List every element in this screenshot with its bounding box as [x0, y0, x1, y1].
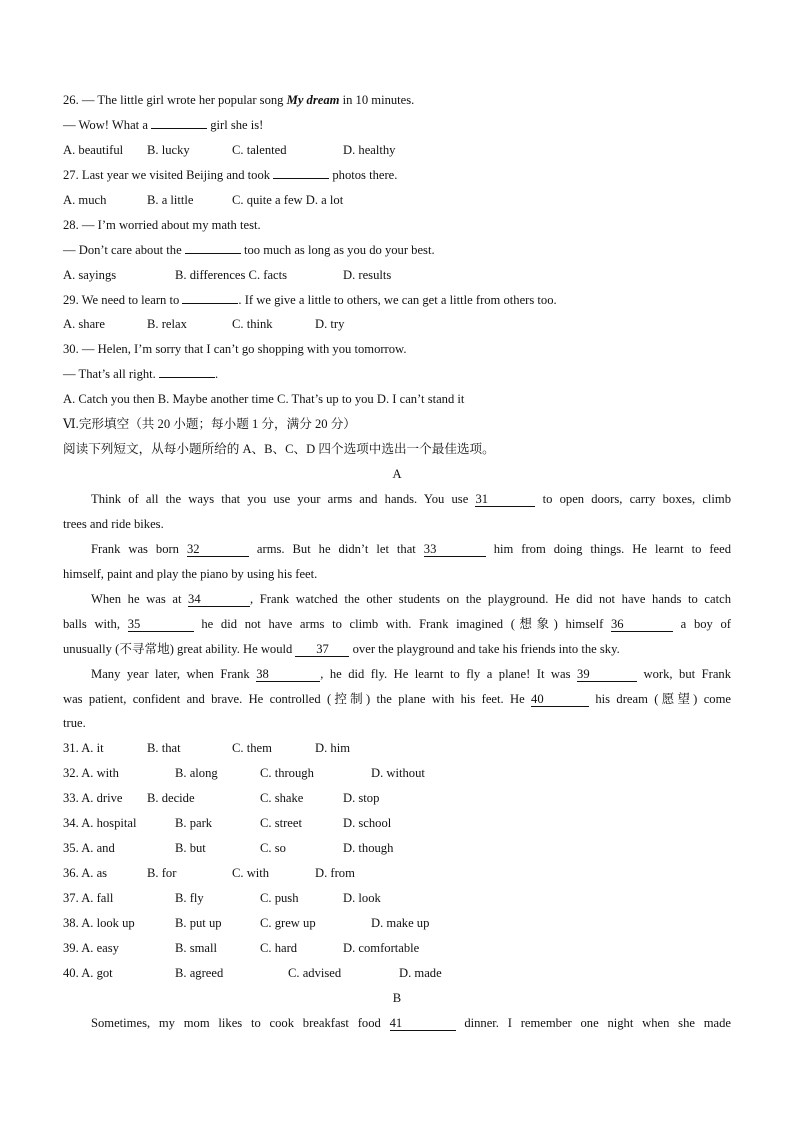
option[interactable]: C. hard: [260, 940, 298, 955]
option[interactable]: 36. A. as: [63, 866, 108, 881]
option[interactable]: C. think: [232, 317, 273, 332]
passage-a-line: trees and ride bikes.: [63, 516, 164, 531]
question-28-options: [63, 263, 731, 288]
answer-blank[interactable]: [185, 239, 241, 254]
option[interactable]: 39. A. easy: [63, 940, 119, 955]
blank-35[interactable]: 35: [128, 617, 194, 632]
answer-blank[interactable]: [182, 289, 238, 304]
option[interactable]: A. much: [63, 192, 107, 207]
option[interactable]: B. park: [175, 816, 213, 831]
passage-a-line: Frank was born 32 arms. But he didn’t let that 33 him from doing things. He learnt to feed: [91, 541, 732, 556]
question-26-options: [63, 138, 731, 163]
option[interactable]: C. them: [232, 741, 272, 756]
option[interactable]: B. lucky: [147, 142, 190, 157]
option[interactable]: C. talented: [232, 142, 287, 157]
answer-blank[interactable]: [159, 363, 215, 378]
option[interactable]: B. relax: [147, 317, 187, 332]
option[interactable]: A. share: [63, 317, 105, 332]
blank-40[interactable]: 40: [531, 692, 589, 707]
option[interactable]: D. from: [315, 866, 355, 881]
option[interactable]: D. make up: [371, 915, 430, 930]
question-30-reply: — That’s all right. .: [63, 362, 731, 387]
options-row: [63, 936, 731, 961]
blank-34[interactable]: 34: [188, 592, 250, 607]
passage-b-line: Sometimes, my mom likes to cook breakfast food 41 dinner. I remember one night when she made: [91, 1015, 731, 1030]
options-row: [63, 911, 731, 936]
option[interactable]: C. shake: [260, 791, 304, 806]
option[interactable]: D. school: [343, 816, 392, 831]
section-instruction: 阅读下列短文，从每小题所给的 A、B、C、D 四个选项中选出一个最佳选项。: [63, 442, 495, 457]
options-row: [63, 961, 731, 986]
option[interactable]: D. look: [343, 891, 381, 905]
options-row: [63, 786, 731, 811]
option[interactable]: C. push: [260, 891, 299, 905]
answer-blank[interactable]: [151, 114, 207, 129]
passage-a-label: A: [392, 467, 402, 482]
option[interactable]: B. small: [175, 940, 217, 955]
option[interactable]: D. try: [315, 317, 345, 332]
option[interactable]: C. through: [260, 766, 314, 781]
question-28-stem: 28. — I’m worried about my math test.: [63, 217, 261, 232]
options-row: [63, 736, 731, 761]
option[interactable]: D. stop: [343, 791, 380, 806]
options-row: [63, 836, 731, 861]
option[interactable]: 35. A. and: [63, 841, 115, 856]
option[interactable]: C. with: [232, 866, 270, 881]
question-27-options: [63, 188, 731, 213]
passage-b-label: B: [392, 990, 402, 1005]
options-row: [63, 811, 731, 836]
blank-41[interactable]: 41: [390, 1016, 456, 1031]
option[interactable]: 34. A. hospital: [63, 816, 137, 831]
blank-37[interactable]: 37: [295, 642, 349, 657]
option[interactable]: 32. A. with: [63, 766, 119, 781]
passage-a-line: himself, paint and play the piano by using his feet.: [63, 566, 318, 581]
question-26-stem: 26. — The little girl wrote her popular song My dream in 10 minutes.: [63, 93, 415, 107]
option[interactable]: A. beautiful: [63, 142, 124, 157]
option[interactable]: D. him: [315, 741, 350, 756]
option[interactable]: D. without: [371, 766, 425, 781]
option[interactable]: B. for: [147, 866, 177, 881]
blank-39[interactable]: 39: [577, 667, 637, 682]
option[interactable]: C. advised: [288, 965, 342, 980]
option[interactable]: C. street: [260, 816, 302, 831]
option[interactable]: D. though: [343, 841, 394, 856]
passage-a-line: unusually (不寻常地) great ability. He would 37 over the playground and take his friends into the sky.: [63, 641, 620, 656]
option[interactable]: 33. A. drive: [63, 791, 123, 806]
option[interactable]: B. that: [147, 741, 181, 756]
options-row: [63, 886, 731, 911]
blank-32[interactable]: 32: [187, 542, 249, 557]
option[interactable]: D. made: [399, 965, 442, 980]
passage-a-line: When he was at 34 , Frank watched the other students on the playground. He did not have hands to catch: [91, 591, 731, 606]
option[interactable]: A. sayings: [63, 267, 117, 282]
passage-a-line: Think of all the ways that you use your arms and hands. You use 31 to open doors, carry boxes, climb: [91, 492, 731, 506]
passage-a-line: was patient, confident and brave. He controlled (控制) the plane with his feet. He 40 his dream (愿望) come: [63, 691, 731, 706]
option[interactable]: B. agreed: [175, 965, 224, 980]
option[interactable]: D. results: [343, 267, 392, 282]
blank-31[interactable]: 31: [475, 492, 535, 507]
option[interactable]: B. a little: [147, 192, 194, 207]
option[interactable]: B. put up: [175, 915, 222, 930]
options-row: [63, 761, 731, 786]
question-26-reply: — Wow! What a girl she is!: [63, 113, 731, 138]
option[interactable]: D. healthy: [343, 142, 396, 157]
question-30-stem: 30. — Helen, I’m sorry that I can’t go shopping with you tomorrow.: [63, 342, 407, 357]
option[interactable]: C. so: [260, 841, 286, 856]
option[interactable]: B. decide: [147, 791, 195, 806]
option[interactable]: B. fly: [175, 891, 204, 905]
answer-blank[interactable]: [273, 164, 329, 179]
option[interactable]: C. quite a few D. a lot: [232, 192, 344, 207]
option[interactable]: 37. A. fall: [63, 891, 114, 905]
blank-38[interactable]: 38: [256, 667, 320, 682]
question-27-stem: 27. Last year we visited Beijing and took photos there.: [63, 163, 731, 188]
blank-33[interactable]: 33: [424, 542, 486, 557]
option[interactable]: C. grew up: [260, 915, 316, 930]
option[interactable]: B. but: [175, 841, 206, 856]
question-30-options[interactable]: A. Catch you then B. Maybe another time C. That’s up to you D. I can’t stand it: [63, 392, 465, 407]
passage-a-line: true.: [63, 716, 86, 731]
option[interactable]: B. differences C. facts: [175, 267, 288, 282]
option[interactable]: B. along: [175, 766, 218, 781]
options-row: [63, 861, 731, 886]
question-29-options: [63, 312, 731, 337]
question-28-reply: — Don’t care about the too much as long as you do your best.: [63, 238, 731, 263]
song-title: My dream: [286, 93, 340, 107]
exam-page: [63, 88, 731, 1036]
passage-a-line: Many year later, when Frank 38 , he did fly. He learnt to fly a plane! It was 39 work, but Frank: [91, 666, 731, 681]
option[interactable]: D. comfortable: [343, 940, 420, 955]
option[interactable]: 31. A. it: [63, 741, 104, 756]
blank-36[interactable]: 36: [611, 617, 673, 632]
option[interactable]: 40. A. got: [63, 965, 113, 980]
question-29-stem: 29. We need to learn to . If we give a little to others, we can get a little from others too.: [63, 288, 731, 313]
option[interactable]: 38. A. look up: [63, 915, 135, 930]
passage-a-line: balls with, 35 he did not have arms to climb with. Frank imagined (想象) himself 36 a boy of: [63, 616, 731, 631]
section-title: Ⅵ.完形填空（共 20 小题；每小题 1 分，满分 20 分）: [63, 417, 356, 432]
